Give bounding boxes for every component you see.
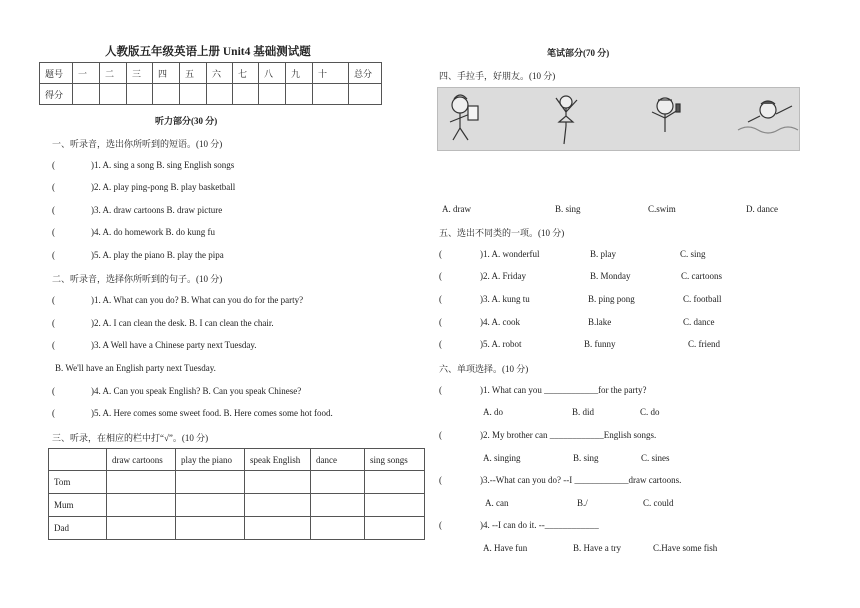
list-item-option-b: B.lake <box>588 317 612 327</box>
option-a: A. Have fun <box>483 543 528 553</box>
section4-heading: 四、手拉手，好朋友。(10 分) <box>439 71 556 81</box>
question-item: ( )3.--What can you do? --I ____________draw cartoons. <box>439 475 682 485</box>
list-item: ( )4. A. Can you speak English? B. Can you speak Chinese? <box>52 386 302 396</box>
option-a: A. can <box>485 498 509 508</box>
section6-heading: 六、单项选择。(10 分) <box>439 364 529 374</box>
list-item: ( )5. A. Here comes some sweet food. B. Here comes some hot food. <box>52 408 333 418</box>
check-cell[interactable] <box>245 517 311 540</box>
list-item-option-c: C. sing <box>680 249 706 259</box>
score-header-cell: 四 <box>153 63 180 84</box>
section4-option-a: A. draw <box>442 204 471 214</box>
page-title: 人教版五年级英语上册 Unit4 基础测试题 <box>105 46 311 58</box>
score-cell[interactable] <box>180 84 207 105</box>
list-item-option-b: B. Monday <box>590 271 631 281</box>
score-header-cell: 十 <box>313 63 349 84</box>
score-cell[interactable] <box>153 84 180 105</box>
list-item: ( )3. A Well have a Chinese party next Tuesday. <box>52 340 257 350</box>
check-cell[interactable] <box>107 517 176 540</box>
score-table <box>39 62 382 105</box>
check-cell[interactable] <box>365 471 425 494</box>
list-item: ( )2. A. Friday <box>439 271 526 281</box>
score-header-cell: 一 <box>73 63 100 84</box>
check-table-header <box>49 449 107 471</box>
section1-heading: 一、听录音，选出你所听到的短语。(10 分) <box>52 139 223 149</box>
check-cell[interactable] <box>365 517 425 540</box>
check-table-header: speak English <box>245 449 311 471</box>
option-b: B. did <box>572 407 595 417</box>
table-row-label: Tom <box>49 471 107 494</box>
question-item: ( )1. What can you ____________for the party? <box>439 385 647 395</box>
list-item: ( )1. A. What can you do? B. What can you do for the party? <box>52 295 304 305</box>
check-table-header: draw cartoons <box>107 449 176 471</box>
activity-picture <box>437 87 800 151</box>
list-item: ( )3. A. kung tu <box>439 294 530 304</box>
list-item-option-b: B. ping pong <box>588 294 635 304</box>
list-item: ( )5. A. play the piano B. play the pipa <box>52 250 224 260</box>
check-cell[interactable] <box>176 471 245 494</box>
score-header-cell: 五 <box>180 63 207 84</box>
check-cell[interactable] <box>107 471 176 494</box>
score-cell[interactable] <box>127 84 153 105</box>
score-header-cell: 题号 <box>40 63 73 84</box>
check-cell[interactable] <box>311 494 365 517</box>
check-table-header: play the piano <box>176 449 245 471</box>
list-item-option-b: B. funny <box>584 339 616 349</box>
score-cell[interactable] <box>100 84 127 105</box>
check-table <box>48 448 425 540</box>
check-table-header: sing songs <box>365 449 425 471</box>
score-header-cell: 三 <box>127 63 153 84</box>
list-item-option-c: C. dance <box>683 317 715 327</box>
section3-heading: 三、听录，在相应的栏中打“√”。(10 分) <box>52 433 209 443</box>
score-cell[interactable] <box>349 84 382 105</box>
check-cell[interactable] <box>311 517 365 540</box>
list-item: ( )5. A. robot <box>439 339 522 349</box>
section4-option-d: D. dance <box>746 204 778 214</box>
option-a: A. do <box>483 407 503 417</box>
section5-heading: 五、选出不同类的一项。(10 分) <box>439 228 565 238</box>
score-cell[interactable] <box>73 84 100 105</box>
option-c: C.Have some fish <box>653 543 718 553</box>
score-cell[interactable] <box>207 84 233 105</box>
score-cell[interactable] <box>259 84 286 105</box>
list-item: ( )4. A. do homework B. do kung fu <box>52 227 215 237</box>
option-a: A. singing <box>483 453 521 463</box>
score-row-label: 得分 <box>40 84 73 105</box>
check-cell[interactable] <box>176 494 245 517</box>
table-row-label: Mum <box>49 494 107 517</box>
score-cell[interactable] <box>313 84 349 105</box>
option-c: C. could <box>643 498 674 508</box>
list-item: ( )1. A. sing a song B. sing English songs <box>52 160 235 170</box>
question-item: ( )4. --I can do it. --____________ <box>439 520 599 530</box>
score-header-cell: 二 <box>100 63 127 84</box>
check-cell[interactable] <box>245 471 311 494</box>
check-cell[interactable] <box>365 494 425 517</box>
score-cell[interactable] <box>233 84 259 105</box>
list-item: ( )2. A. play ping-pong B. play basketball <box>52 182 236 192</box>
check-cell[interactable] <box>311 471 365 494</box>
list-item: ( )3. A. draw cartoons B. draw picture <box>52 205 223 215</box>
check-cell[interactable] <box>245 494 311 517</box>
option-b: B. Have a try <box>573 543 621 553</box>
check-cell[interactable] <box>107 494 176 517</box>
cartoon-figures-illustration <box>438 88 799 150</box>
score-cell[interactable] <box>286 84 313 105</box>
option-c: C. do <box>640 407 660 417</box>
score-header-cell: 总分 <box>349 63 382 84</box>
section4-option-b: B. sing <box>555 204 581 214</box>
option-b: B./ <box>577 498 588 508</box>
score-header-cell: 八 <box>259 63 286 84</box>
section2-heading: 二、听录音，选择你所听到的句子。(10 分) <box>52 274 223 284</box>
list-item-option-c: C. friend <box>688 339 720 349</box>
section4-option-c: C.swim <box>648 204 676 214</box>
list-item: ( )2. A. I can clean the desk. B. I can clean the chair. <box>52 318 274 328</box>
list-item: B. We'll have an English party next Tuesday. <box>55 363 216 373</box>
list-item-option-b: B. play <box>590 249 616 259</box>
list-item-option-c: C. football <box>683 294 722 304</box>
written-heading: 笔试部分(70 分) <box>547 48 610 58</box>
list-item-option-c: C. cartoons <box>681 271 722 281</box>
option-b: B. sing <box>573 453 599 463</box>
table-row-label: Dad <box>49 517 107 540</box>
listening-heading: 听力部分(30 分) <box>155 116 218 126</box>
score-header-cell: 六 <box>207 63 233 84</box>
question-item: ( )2. My brother can ____________English songs. <box>439 430 657 440</box>
list-item: ( )1. A. wonderful <box>439 249 540 259</box>
option-c: C. sines <box>641 453 670 463</box>
list-item: ( )4. A. cook <box>439 317 520 327</box>
score-header-cell: 九 <box>286 63 313 84</box>
score-header-cell: 七 <box>233 63 259 84</box>
check-table-header: dance <box>311 449 365 471</box>
check-cell[interactable] <box>176 517 245 540</box>
